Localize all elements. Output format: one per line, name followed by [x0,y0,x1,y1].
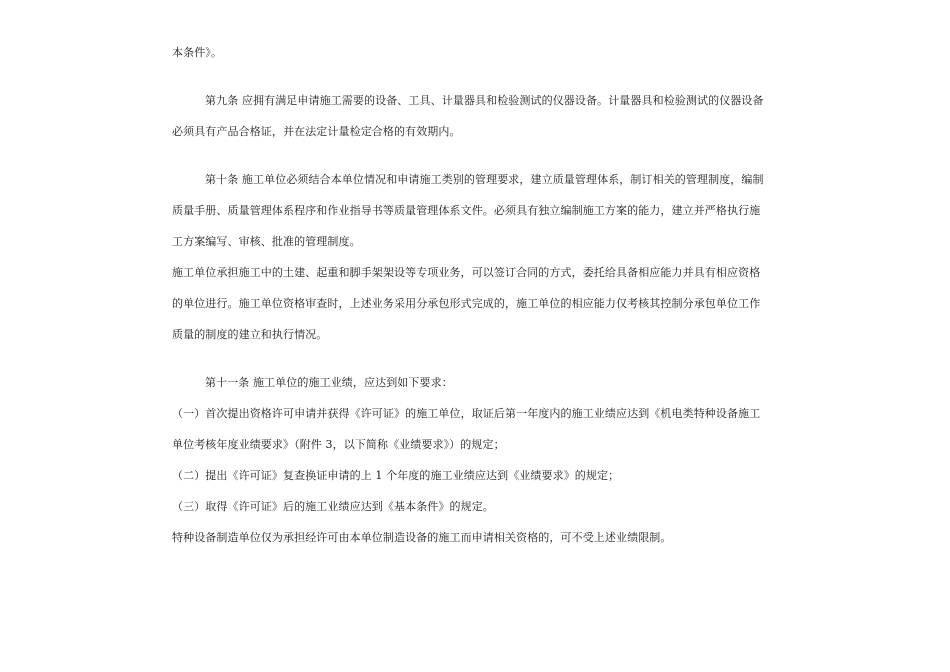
text-line: 工方案编写、审核、批准的管理制度。 [172,235,361,248]
list-item-2-line: （二）提出《许可证》复查换证申请的上 1 个年度的施工业绩应达到《业绩要求》的规定； [172,469,620,482]
text-line: 单位考核年度业绩要求》（附件 3，以下简称《业绩要求》）的规定； [172,438,505,451]
list-item-1-line: （一）首次提出资格许可申请并获得《许可证》的施工单位，取证后第一年度内的施工业绩应达到《机电类特种设备施工 [172,407,761,420]
text-line: 的单位进行。施工单位资格审查时，上述业务采用分承包形式完成的，施工单位的相应能力仅考核其控制分承包单位工作 [172,297,761,310]
text-line: 特种设备制造单位仅为承担经许可由本单位制造设备的施工而申请相关资格的，可不受上述业绩限制。 [172,531,672,544]
text-line: 施工单位承担施工中的土建、起重和脚手架架设等专项业务，可以签订合同的方式，委托给具备相应能力并具有相应资格 [172,266,761,279]
text-line: 本条件》。 [172,46,222,59]
text-line: 质量的制度的建立和执行情况。 [172,328,328,341]
text-line: 必须具有产品合格证，并在法定计量检定合格的有效期内。 [172,125,461,138]
article-10-heading-line: 第十条 施工单位必须结合本单位情况和申请施工类别的管理要求，建立质量管理体系，制订相关的管理制度，编制 [205,173,764,186]
list-item-3-line: （三）取得《许可证》后的施工业绩应达到《基本条件》的规定。 [172,500,494,513]
article-9-heading-line: 第九条 应拥有满足申请施工需要的设备、工具、计量器具和检验测试的仪器设备。计量器具和检验测试的仪器设备 [205,94,764,107]
text-line: 质量手册、质量管理体系程序和作业指导书等质量管理体系文件。必须具有独立编制施工方案的能力，建立并严格执行施 [172,204,761,217]
article-11-heading-line: 第十一条 施工单位的施工业绩，应达到如下要求： [205,376,453,389]
